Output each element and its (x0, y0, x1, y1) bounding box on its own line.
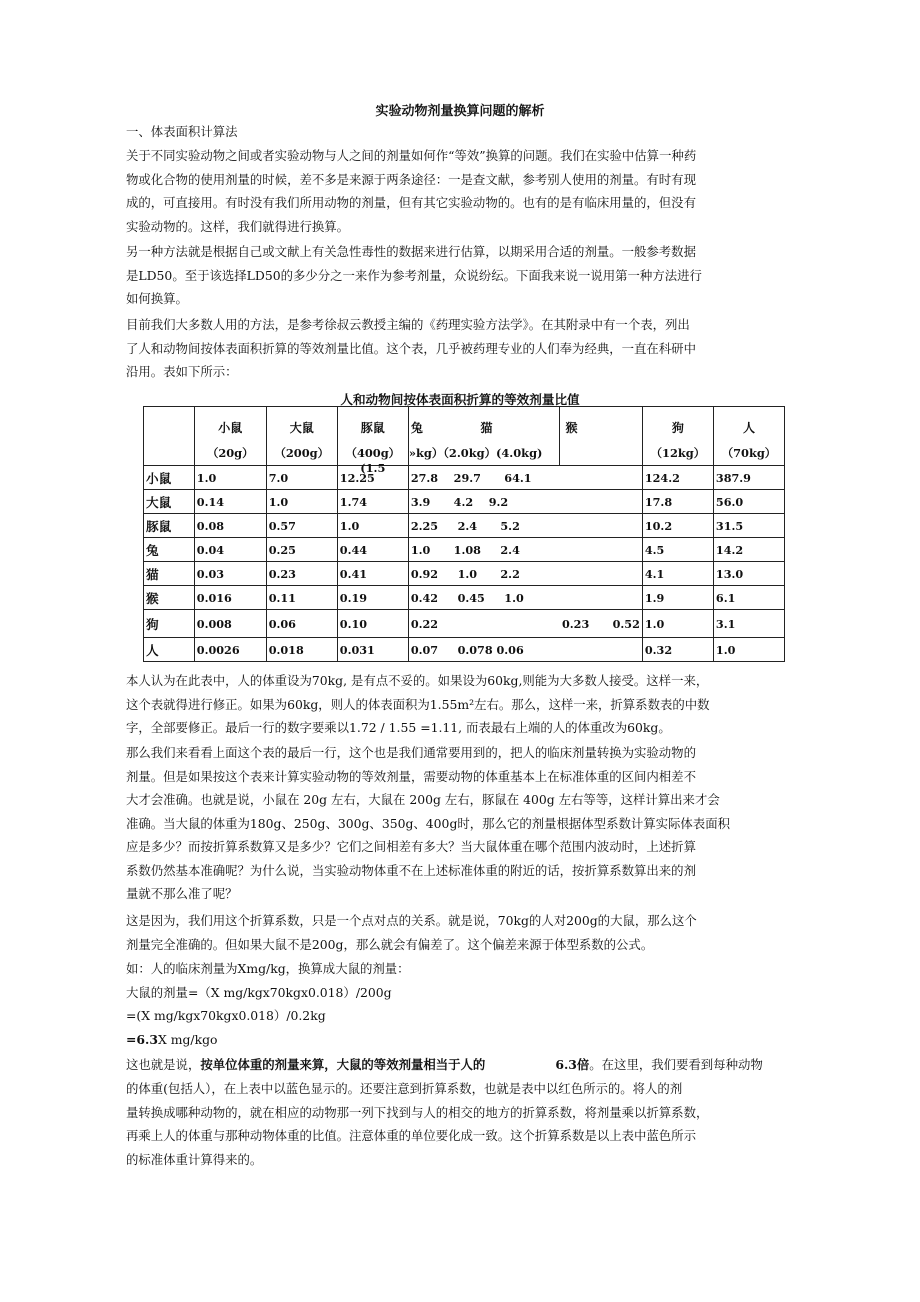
table-cell: 56.0 (713, 490, 784, 514)
table-title: 人和动物间按体表面积折算的等效剂量比值 (340, 392, 580, 407)
table-cell: 2.25 2.4 5.2 (408, 514, 560, 538)
paragraph-6 (126, 909, 697, 956)
table-cell: 0.44 (337, 538, 408, 562)
column-header (408, 407, 560, 466)
table-cell: 1.0 (642, 610, 713, 638)
table-cell: 124.2 (642, 466, 713, 490)
table-row (144, 586, 785, 610)
row-label: 狗 (144, 610, 195, 638)
table-cell: 0.10 (337, 610, 408, 638)
table-cell (560, 538, 642, 562)
table-cell: 1.0 (266, 490, 337, 514)
table-cell: 17.8 (642, 490, 713, 514)
table-cell: 387.9 (713, 466, 784, 490)
table-row (144, 610, 785, 638)
row-label: 猫 (144, 562, 195, 586)
text-line: 量转换成哪种动物的，就在相应的动物那一列下找到与人的相交的地方的折算系数，将剂量乘以折算系数， (126, 1104, 709, 1120)
paragraph-1 (126, 144, 696, 238)
column-name: 人 (742, 421, 755, 435)
table-cell: 0.0026 (194, 638, 266, 662)
paragraph-5 (126, 741, 730, 906)
column-header (713, 407, 784, 466)
text-line: 再乘上人的体重与那种动物体重的比值。注意体重的单位要化成一致。这个折算系数是以上表中蓝色所示 (126, 1128, 696, 1143)
formula-line: 大鼠的剂量=（X mg/kgx70kgx0.018）/200g (126, 984, 392, 1000)
table-cell: 4.5 (642, 538, 713, 562)
formula-line: =(X mg/kgx70kgx0.018）/0.2kg (126, 1008, 326, 1023)
table-cell: 12.25 (337, 466, 408, 490)
table-cell (560, 638, 642, 662)
text-line: 准确。当大鼠的体重为180g、250g、300g、350g、400g时，那么它的剂量根据体型系数计算实际体表面积 (126, 815, 730, 831)
column-name: 大鼠 (289, 421, 314, 435)
column-weight: （400g）(1.5 (345, 446, 401, 475)
table-row (144, 538, 785, 562)
table-cell: 0.25 (266, 538, 337, 562)
text-line: 沿用。表如下所示： (126, 364, 238, 379)
table-cell: 4.1 (642, 562, 713, 586)
column-header (642, 407, 713, 466)
column-name: 小鼠 (218, 421, 243, 435)
table-row (144, 514, 785, 538)
table-cell: 0.41 (337, 562, 408, 586)
formula-line: 如：人的临床剂量为Xmg/kg，换算成大鼠的剂量： (126, 961, 410, 976)
table-cell (560, 514, 642, 538)
table-cell: 3.9 4.2 9.2 (408, 490, 560, 514)
table-cell: 0.11 (266, 586, 337, 610)
row-label: 小鼠 (144, 466, 195, 490)
table-cell: 14.2 (713, 538, 784, 562)
table-cell: 0.22 (408, 610, 560, 638)
text-line: 字，全部要修正。最后一行的数字要乘以1.72 / 1.55 =1.11, 而表最右上端的人的体重改为60kg。 (126, 720, 671, 735)
column-name: 猴 (565, 421, 578, 435)
table-cell: 1.0 (713, 638, 784, 662)
table-cell: 0.57 (266, 514, 337, 538)
text-line: 那么我们来看看上面这个表的最后一行，这个也是我们通常要用到的，把人的临床剂量转换为实验动物的 (126, 745, 696, 760)
table-cell: 1.9 (642, 586, 713, 610)
table-cell: 0.19 (337, 586, 408, 610)
text-line: 大才会准确。也就是说，小鼠在 20g 左右，大鼠在 200g 左右，豚鼠在 400g 左右等等，这样计算出来才会 (126, 792, 720, 807)
table-cell: 0.018 (266, 638, 337, 662)
table-cell: 6.1 (713, 586, 784, 610)
table-cell: 1.0 (194, 466, 266, 490)
text-line: 物或化合物的使用剂量的时候，差不多是来源于两条途径：一是查文献，参考别人使用的剂量。有时有现 (126, 171, 696, 187)
formula-block (126, 957, 410, 1051)
table-cell: 0.32 (642, 638, 713, 662)
table-header-row (144, 407, 785, 466)
row-label: 猴 (144, 586, 195, 610)
table-cell: 0.42 0.45 1.0 (408, 586, 560, 610)
table-cell: 1.74 (337, 490, 408, 514)
text-line: 是LD50。至于该选择LD50的多少分之一来作为参考剂量，众说纷纭。下面我来说一说用第一种方法进行 (126, 267, 702, 283)
table-body (144, 466, 785, 662)
paragraph-7 (126, 1077, 708, 1171)
table-cell: 13.0 (713, 562, 784, 586)
formula-result: =6.3X mg/kgo (126, 1031, 218, 1047)
text-line: 的体重(包括人），在上表中以蓝色显示的。还要注意到折算系数，也就是表中以红色所示的。将人的剂 (126, 1081, 683, 1096)
text-line: 关于不同实验动物之间或者实验动物与人之间的剂量如何作“等效”换算的问题。我们在实验中估算一种药 (126, 148, 697, 163)
table-cell: 31.5 (713, 514, 784, 538)
table-cell: 1.0 1.08 2.4 (408, 538, 560, 562)
text-line: 这个表就得进行修正。如果为60kg，则人的体表面积为1.55m²左右。那么，这样一来，折算系数表的中数 (126, 696, 710, 712)
table-cell: 1.0 (337, 514, 408, 538)
column-weight: （20g） (206, 446, 254, 460)
table-cell: 27.8 29.7 64.1 (408, 466, 560, 490)
text-line: 另一种方法就是根据自己或文献上有关急性毒性的数据来进行估算，以期采用合适的剂量。一般参考数据 (126, 244, 696, 259)
conclusion-line: 这也就是说，按单位体重的剂量来算，大鼠的等效剂量相当于人的 6.3倍。在这里，我们要看到每种动物 (126, 1057, 763, 1072)
table-cell: 0.016 (194, 586, 266, 610)
text-line: 剂量完全准确的。但如果大鼠不是200g，那么就会有偏差了。这个偏差来源于体型系数的公式。 (126, 936, 654, 952)
table-cell: 3.1 (713, 610, 784, 638)
text-line: 目前我们大多数人用的方法，是参考徐叔云教授主编的《药理实验方法学》。在其附录中有一个表，列出 (126, 317, 690, 332)
column-weight: （12kg） (650, 446, 706, 460)
table-corner-cell (144, 407, 195, 466)
table-row (144, 562, 785, 586)
table-row (144, 490, 785, 514)
text-line: 本人认为在此表中，人的体重设为70kg, 是有点不妥的。如果设为60kg,则能为大多数人接受。这样一来， (126, 673, 709, 688)
column-header (266, 407, 337, 466)
table-cell (560, 490, 642, 514)
column-name: 豚鼠 (360, 421, 385, 435)
column-name: 狗 (671, 421, 684, 435)
text-line: 的标准体重计算得来的。 (126, 1151, 263, 1167)
table-cell: 0.06 (266, 610, 337, 638)
column-name: 兔 (410, 421, 423, 435)
row-label: 豚鼠 (144, 514, 195, 538)
text-line: 剂量。但是如果按这个表来计算实验动物的等效剂量，需要动物的体重基本上在标准体重的区间内相差不 (126, 768, 696, 784)
column-name: 猫 (480, 421, 493, 435)
text-line: 这是因为，我们用这个折算系数，只是一个点对点的关系。就是说，70kg的人对200g的大鼠，那么这个 (126, 913, 697, 928)
table-cell: 0.14 (194, 490, 266, 514)
column-weight: （200g） (274, 446, 330, 460)
row-label: 兔 (144, 538, 195, 562)
table-cell: 0.03 (194, 562, 266, 586)
table-cell: 7.0 (266, 466, 337, 490)
column-header (337, 407, 408, 475)
column-header (480, 407, 642, 466)
paragraph-2 (126, 240, 702, 311)
conversion-table (143, 406, 785, 662)
column-header (194, 407, 266, 466)
section-heading: 一、体表面积计算法 (126, 124, 238, 139)
document-title: 实验动物剂量换算问题的解析 (375, 104, 545, 119)
column-weight: »kg）（2.0kg）(4.0kg) (408, 446, 543, 460)
table-row (144, 638, 785, 662)
text-line: 量就不那么准了呢？ (126, 886, 238, 901)
table-cell: 0.92 1.0 2.2 (408, 562, 560, 586)
row-label: 人 (144, 638, 195, 662)
text-line: 了人和动物间按体表面积折算的等效剂量比值。这个表，几乎被药理专业的人们奉为经典，一直在科研中 (126, 340, 696, 356)
text-line: 如何换算。 (126, 291, 188, 306)
text-line: 实验动物的。这样，我们就得进行换算。 (126, 218, 350, 234)
table-cell: 0.07 0.078 0.06 (408, 638, 560, 662)
text-line: 应是多少？而按折算系数算又是多少？它们之间相差有多大？当大鼠体重在哪个范围内波动时，上述折算 (126, 839, 696, 854)
table-cell: 0.23 (266, 562, 337, 586)
table-row (144, 466, 785, 490)
paragraph-3 (126, 313, 696, 384)
paragraph-4 (126, 669, 710, 740)
table-cell: 0.008 (194, 610, 266, 638)
column-weight: （70kg） (721, 446, 777, 460)
text-line: 系数仍然基本准确呢？为什么说，当实验动物体重不在上述标准体重的附近的话，按折算系数算出来的剂 (126, 862, 696, 878)
text-line: 成的，可直接用。有时没有我们所用动物的剂量，但有其它实验动物的。也有的是有临床用量的，但没有 (126, 195, 696, 210)
table-cell: 0.031 (337, 638, 408, 662)
table-cell (560, 466, 642, 490)
table-cell: 0.08 (194, 514, 266, 538)
table-cell (560, 562, 642, 586)
table-cell (560, 586, 642, 610)
table-cell: 0.04 (194, 538, 266, 562)
table-cell: 0.23 0.52 (560, 610, 642, 638)
row-label: 大鼠 (144, 490, 195, 514)
table-cell: 10.2 (642, 514, 713, 538)
